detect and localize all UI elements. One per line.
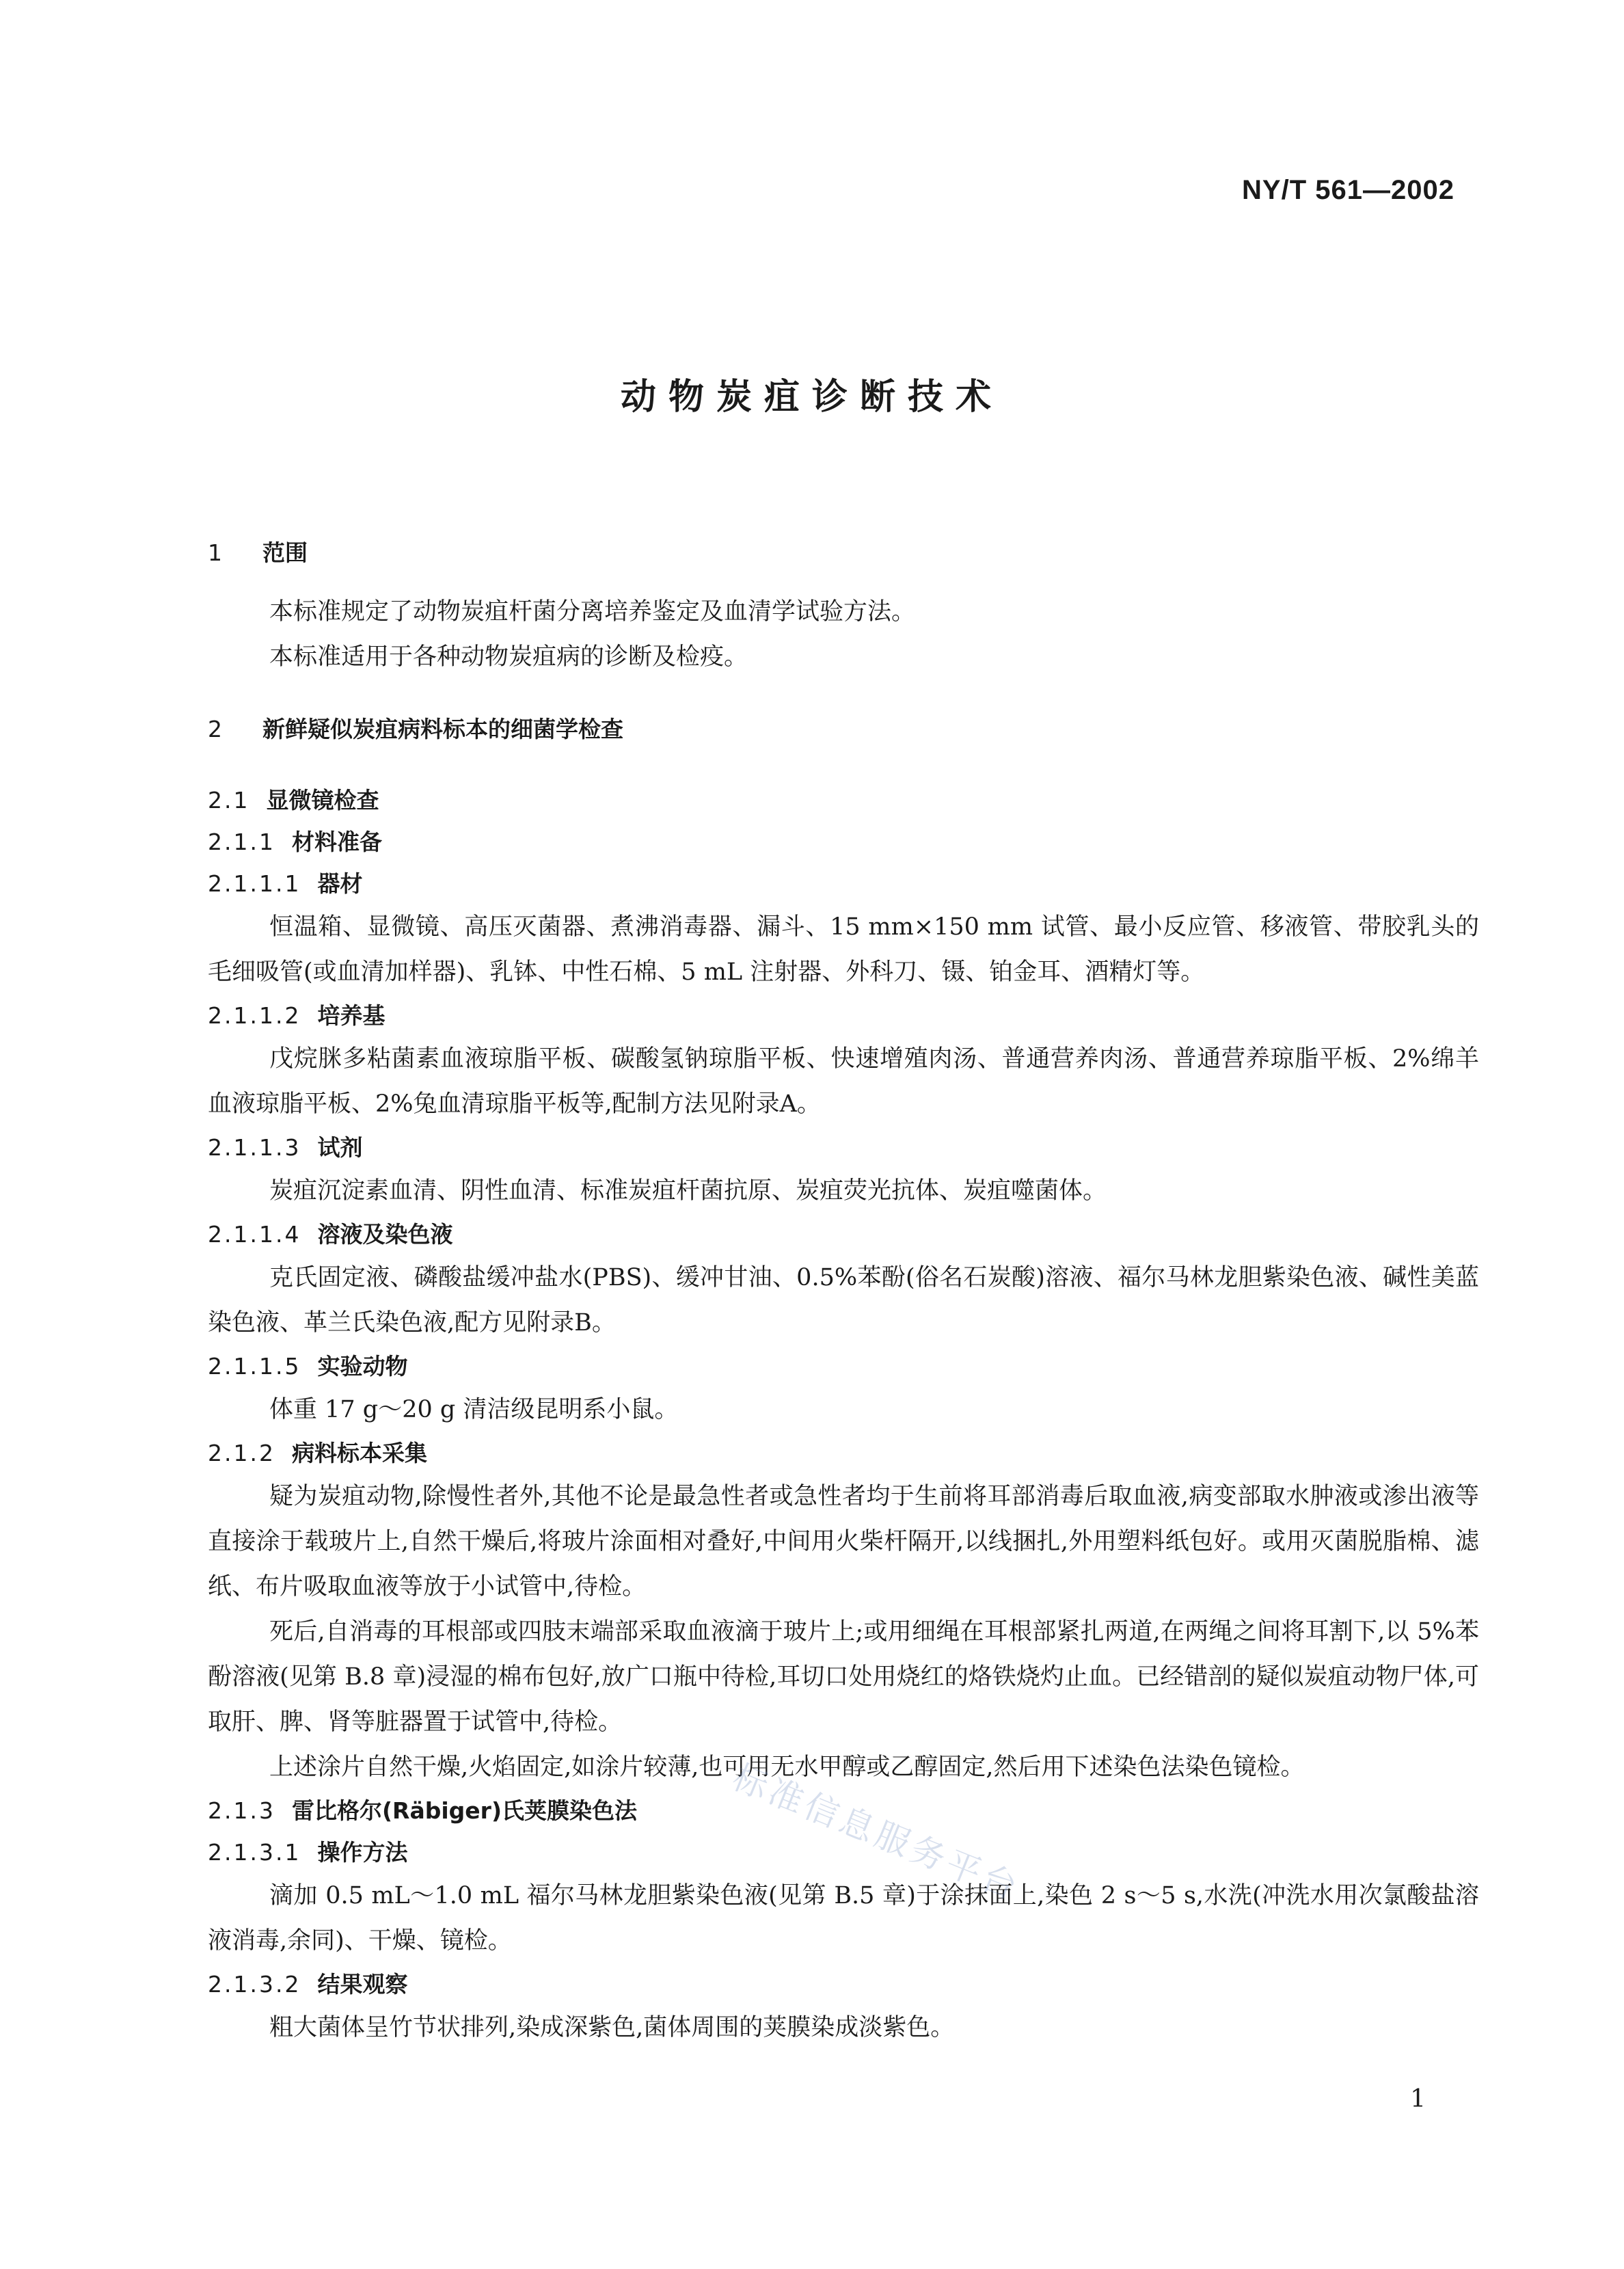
section-2-1-1-1-text: 恒温箱、显微镜、高压灭菌器、煮沸消毒器、漏斗、15 mm×150 mm 试管、最小反应管、移液管、带胶乳头的毛细吸管(或血清加样器)、乳钵、中性石棉、5 mL 注射器、外科刀、镊、铂金耳、酒精灯等。 <box>208 913 1479 986</box>
watermark: 标准信息服务平台 <box>727 1757 1027 1909</box>
standard-code: NY/T 561—2002 <box>1242 175 1454 205</box>
section-2-1-1-2-heading: 2.1.1.2 培养基 <box>208 1002 385 1029</box>
section-1-paragraph: 本标准适用于各种动物炭疽病的诊断及检疫。 <box>269 643 748 671</box>
section-1-paragraph: 本标准规定了动物炭疽杆菌分离培养鉴定及血清学试验方法。 <box>269 598 916 626</box>
section-2-1-1-3-heading: 2.1.1.3 试剂 <box>208 1134 363 1161</box>
section-1-heading: 1 范围 <box>208 539 308 566</box>
section-2-1-1-3-text: 炭疽沉淀素血清、阴性血清、标准炭疽杆菌抗原、炭疽荧光抗体、炭疽噬菌体。 <box>269 1177 1107 1205</box>
section-2-1-2-heading: 2.1.2 病料标本采集 <box>208 1440 427 1466</box>
section-2-1-2-paragraph: 疑为炭疽动物,除慢性者外,其他不论是最急性者或急性者均于生前将耳部消毒后取血液,病变部取水肿液或渗出液等直接涂于载玻片上,自然干燥后,将玻片涂面相对叠好,中间用火柴杆隔开,以线捆扎,外用塑料纸包好。或用灭菌脱脂棉、滤纸、布片吸取血液等放于小试管中,待检。 <box>208 1483 1479 1600</box>
document-title: 动物炭疽诊断技术 <box>620 377 1003 418</box>
section-2-1-3-1-text: 滴加 0.5 mL～1.0 mL 福尔马林龙胆紫染色液(见第 B.5 章)于涂抹面上,染色 2 s～5 s,水洗(冲洗水用次氯酸盐溶液消毒,余同)、干燥、镜检。 <box>208 1882 1479 1955</box>
section-2-1-2-paragraph: 死后,自消毒的耳根部或四肢末端部采取血液滴于玻片上;或用细绳在耳根部紧扎两道,在两绳之间将耳割下,以 5%苯酚溶液(见第 B.8 章)浸湿的棉布包好,放广口瓶中待检,耳切口处用烧红的烙铁烧灼止血。已经错剖的疑似炭疽动物尸体,可取肝、脾、肾等脏器置于试管中,待检。 <box>208 1618 1479 1736</box>
section-2-1-1-2-text: 戊烷脒多粘菌素血液琼脂平板、碳酸氢钠琼脂平板、快速增殖肉汤、普通营养肉汤、普通营养琼脂平板、2%绵羊血液琼脂平板、2%兔血清琼脂平板等,配制方法见附录A。 <box>208 1045 1479 1118</box>
section-2-1-3-2-text: 粗大菌体呈竹节状排列,染成深紫色,菌体周围的荚膜染成淡紫色。 <box>269 2014 955 2041</box>
page-number: 1 <box>1410 2085 1426 2113</box>
section-2-1-1-4-text: 克氏固定液、磷酸盐缓冲盐水(PBS)、缓冲甘油、0.5%苯酚(俗名石炭酸)溶液、福尔马林龙胆紫染色液、碱性美蓝染色液、革兰氏染色液,配方见附录B。 <box>208 1264 1479 1337</box>
section-2-1-heading: 2.1 显微镜检查 <box>208 787 379 814</box>
section-2-heading: 2 新鲜疑似炭疽病料标本的细菌学检查 <box>208 716 623 742</box>
section-2-1-1-5-text: 体重 17 g～20 g 清洁级昆明系小鼠。 <box>269 1396 679 1423</box>
section-2-1-1-4-heading: 2.1.1.4 溶液及染色液 <box>208 1221 453 1248</box>
section-2-1-3-heading: 2.1.3 雷比格尔(Räbiger)氏荚膜染色法 <box>208 1797 638 1824</box>
section-2-1-3-2-heading: 2.1.3.2 结果观察 <box>208 1971 408 1998</box>
section-2-1-2-paragraph: 上述涂片自然干燥,火焰固定,如涂片较薄,也可用无水甲醇或乙醇固定,然后用下述染色法染色镜检。 <box>269 1754 1305 1781</box>
section-2-1-1-5-heading: 2.1.1.5 实验动物 <box>208 1353 408 1380</box>
section-2-1-1-1-heading: 2.1.1.1 器材 <box>208 870 363 897</box>
section-2-1-3-1-heading: 2.1.3.1 操作方法 <box>208 1839 408 1866</box>
section-2-1-1-heading: 2.1.1 材料准备 <box>208 829 382 855</box>
